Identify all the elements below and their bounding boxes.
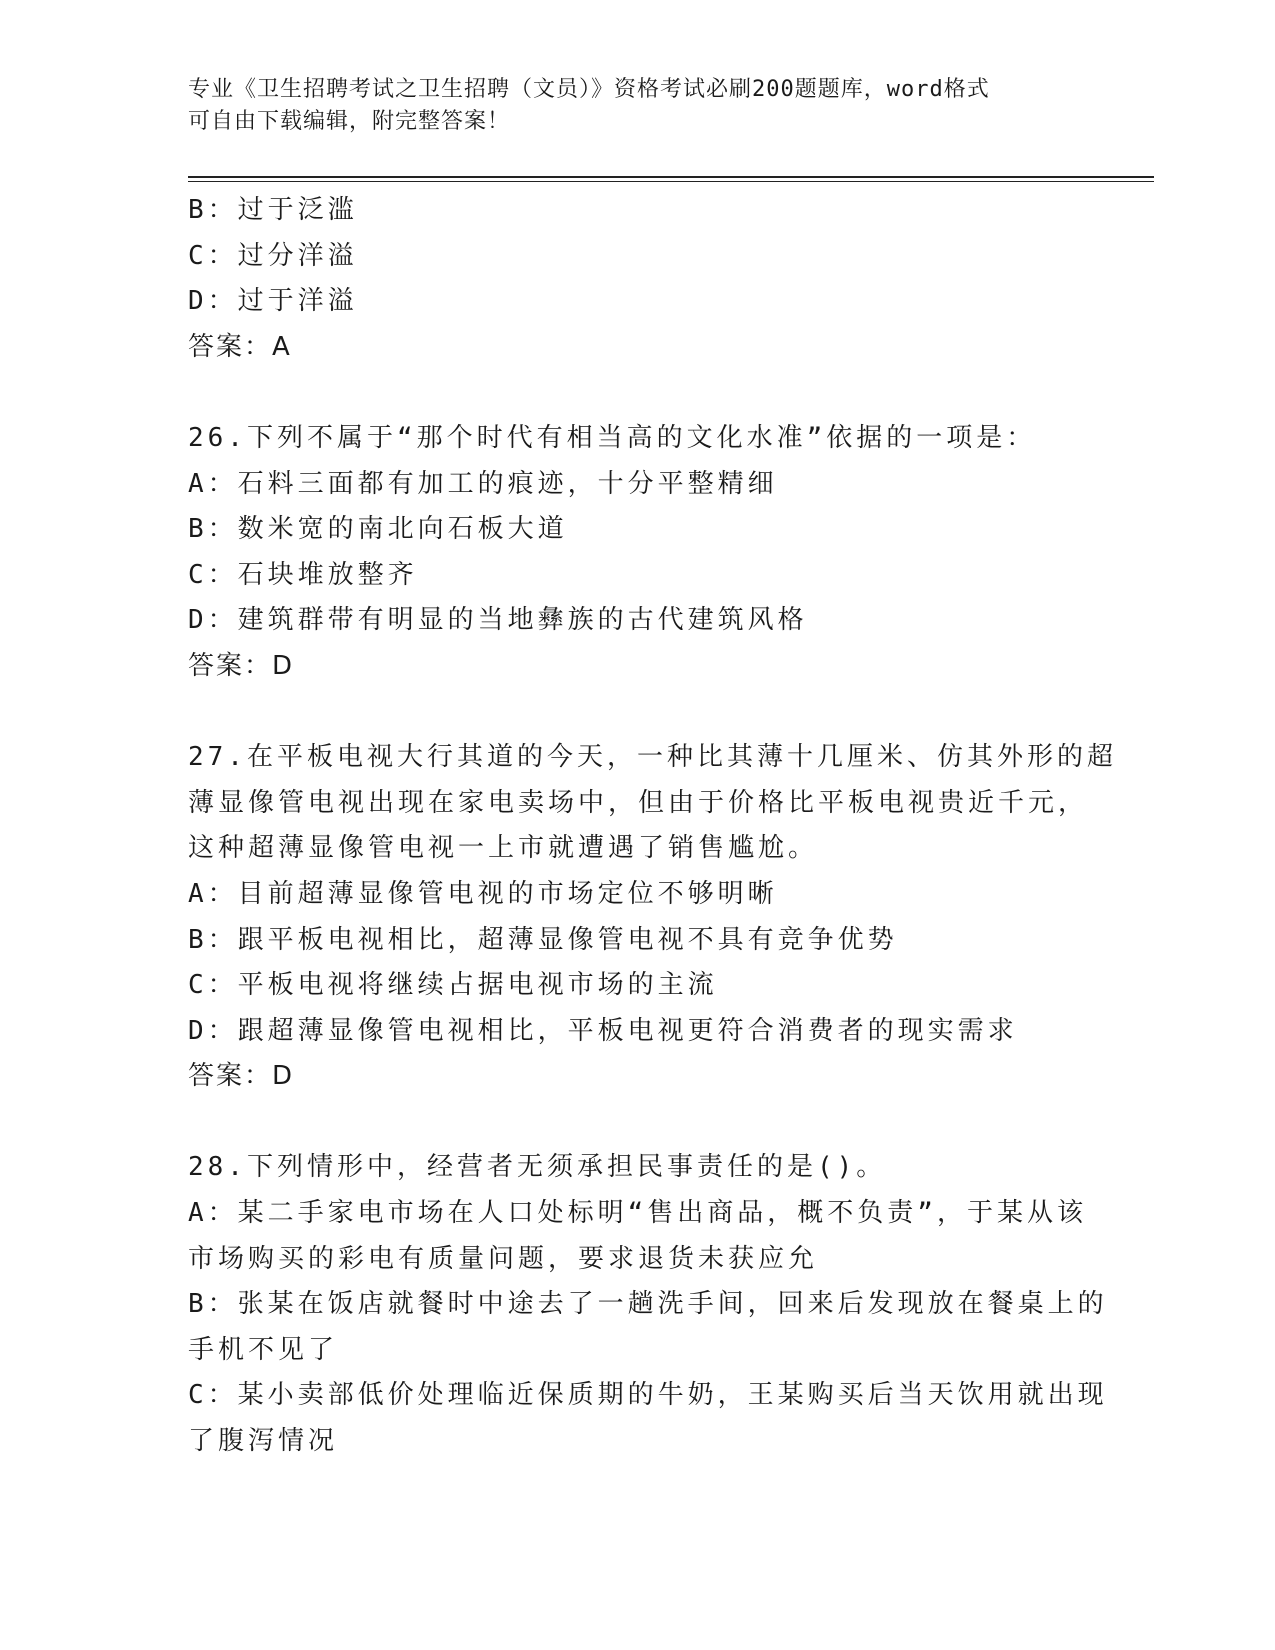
q27-stem-line-1: 27.在平板电视大行其道的今天，一种比其薄十几厘米、仿其外形的超 — [188, 742, 1117, 773]
q26-option-b: B：数米宽的南北向石板大道 — [188, 514, 568, 545]
q28-option-b-line-2: 手机不见了 — [188, 1334, 339, 1365]
q26-option-a: A：石料三面都有加工的痕迹，十分平整精细 — [188, 468, 778, 499]
spacer — [188, 370, 1088, 416]
q27-stem-line-2: 薄显像管电视出现在家电卖场中，但由于价格比平板电视贵近千元， — [188, 787, 1089, 818]
q26-option-d: D：建筑群带有明显的当地彝族的古代建筑风格 — [188, 605, 808, 636]
q25-option-b: B：过于泛滥 — [188, 195, 358, 225]
q28-option-c-line-2: 了腹泻情况 — [188, 1426, 339, 1457]
q28-option-a-line-2: 市场购买的彩电有质量问题，要求退货未获应允 — [188, 1243, 819, 1274]
question-28 — [188, 1145, 1108, 1464]
q25-answer: 答案：A — [188, 331, 292, 362]
header-title-line-2: 可自由下载编辑，附完整答案！ — [188, 109, 511, 134]
q28-option-a-line-1: A：某二手家电市场在人口处标明“售出商品，概不负责”，于某从该 — [188, 1198, 1087, 1229]
q28-stem: 28.下列情形中，经营者无须承担民事责任的是()。 — [188, 1152, 887, 1183]
question-list — [188, 188, 1117, 1465]
header-title-line-1: 专业《卫生招聘考试之卫生招聘（文员）》资格考试必刷200题题库，word格式 — [188, 77, 990, 102]
q27-stem-line-3: 这种超薄显像管电视一上市就遭遇了销售尴尬。 — [188, 833, 819, 864]
q26-answer: 答案：D — [188, 650, 295, 681]
q27-option-b: B：跟平板电视相比，超薄显像管电视不具有竞争优势 — [188, 924, 898, 955]
q25-option-d: D：过于洋溢 — [188, 286, 358, 317]
question-27 — [188, 735, 1117, 1100]
q27-option-d: D：跟超薄显像管电视相比，平板电视更符合消费者的现实需求 — [188, 1015, 1018, 1046]
q27-option-c: C：平板电视将继续占据电视市场的主流 — [188, 970, 718, 1001]
q26-stem: 26.下列不属于“那个时代有相当高的文化水准”依据的一项是： — [188, 422, 1037, 453]
header-divider-thin — [188, 181, 1154, 182]
q28-option-b-line-1: B：张某在饭店就餐时中途去了一趟洗手间，回来后发现放在餐桌上的 — [188, 1289, 1108, 1320]
q27-answer: 答案：D — [188, 1061, 295, 1092]
header-divider-thick — [188, 176, 1154, 178]
question-25 — [188, 188, 1088, 370]
q27-option-a: A：目前超薄显像管电视的市场定位不够明晰 — [188, 878, 778, 909]
spacer — [188, 1100, 1088, 1146]
q25-option-c: C：过分洋溢 — [188, 240, 358, 271]
document-header — [188, 74, 1068, 138]
spacer — [188, 690, 1088, 736]
q26-option-c: C：石块堆放整齐 — [188, 559, 418, 590]
q28-option-c-line-1: C：某小卖部低价处理临近保质期的牛奶，王某购买后当天饮用就出现 — [188, 1380, 1108, 1411]
question-26 — [188, 416, 1088, 690]
